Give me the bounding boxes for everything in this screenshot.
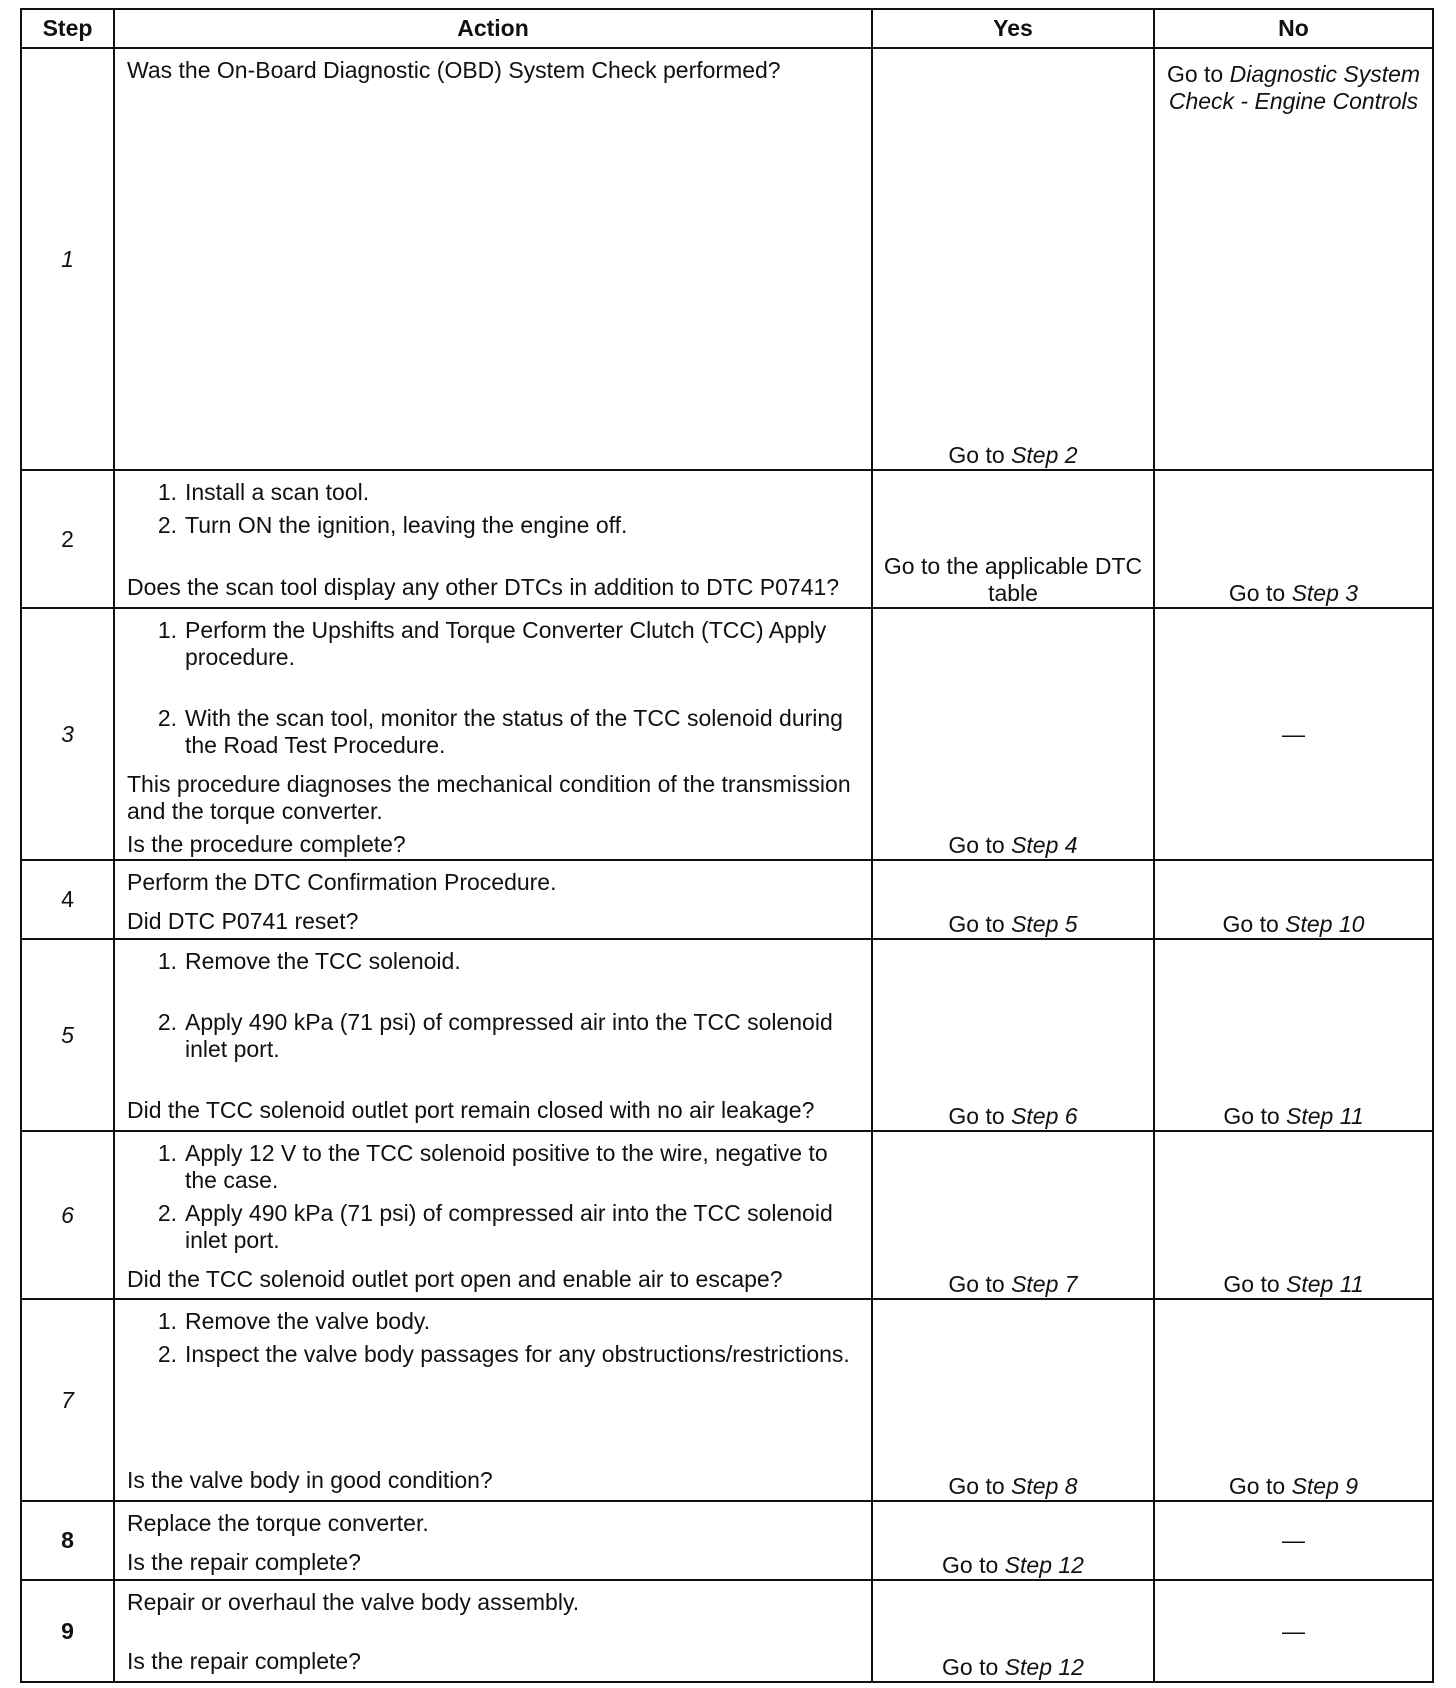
list-item: 2. Apply 490 kPa (71 psi) of compressed air into the TCC solenoid inlet port. [157,1200,833,1253]
no-cell: — [1154,1501,1433,1580]
action-text: Repair or overhaul the valve body assembly. [127,1589,580,1615]
step-number: 7 [21,1299,114,1501]
table-row [21,1580,1433,1682]
yes-cell: Go to Step 5 [872,860,1154,939]
list-item: 1. Apply 12 V to the TCC solenoid positive to the wire, negative to the case. [157,1140,828,1193]
list-item: 2. Apply 490 kPa (71 psi) of compressed air into the TCC solenoid inlet port. [157,1009,833,1062]
list-item: 2. Turn ON the ignition, leaving the engine off. [157,512,628,538]
action-question: Was the On-Board Diagnostic (OBD) System Check performed? [127,57,781,83]
list-item: 1. Remove the TCC solenoid. [157,948,461,974]
table-row [21,939,1433,1131]
step-number: 2 [21,470,114,608]
yes-step-link[interactable]: Step 12 [1004,1654,1084,1680]
list-item: 1. Perform the Upshifts and Torque Converter Clutch (TCC) Apply procedure. [157,617,827,670]
step-number: 6 [21,1131,114,1299]
no-step-link[interactable]: Step 11 [1286,1103,1364,1129]
table-row [21,470,1433,608]
yes-cell: Go to Step 6 [872,939,1154,1131]
no-cell: Go to Step 9 [1154,1299,1433,1501]
step-number: 3 [21,608,114,860]
no-step-link[interactable]: Step 11 [1286,1271,1364,1297]
no-cell: Go to Step 11 [1154,939,1433,1131]
no-step-link[interactable]: Diagnostic System Check - Engine Controls [1168,61,1421,114]
yes-cell: Go to Step 12 [872,1501,1154,1580]
header-step: Step [21,9,114,48]
yes-step-link[interactable]: Step 2 [1011,442,1078,468]
action-text: Perform the DTC Confirmation Procedure. [127,869,557,895]
diagnostic-table [20,8,1434,1683]
action-question: Did DTC P0741 reset? [127,908,359,934]
yes-step-link[interactable]: Step 5 [1011,911,1078,937]
action-note: This procedure diagnoses the mechanical condition of the transmission and the torque converter. [127,771,851,824]
action-question: Is the valve body in good condition? [127,1467,493,1493]
no-cell: Go to Step 3 [1154,470,1433,608]
yes-step-link[interactable]: Step 7 [1011,1271,1078,1297]
header-action: Action [114,9,872,48]
action-cell [114,860,872,939]
no-cell: Go to Step 11 [1154,1131,1433,1299]
action-cell [114,470,872,608]
step-number: 8 [21,1501,114,1580]
yes-step-link[interactable]: Step 12 [1004,1552,1084,1578]
table-row [21,1501,1433,1580]
yes-cell: Go to Step 12 [872,1580,1154,1682]
yes-cell: Go to Step 7 [872,1131,1154,1299]
list-item: 2. With the scan tool, monitor the status of the TCC solenoid during the Road Test Procedure. [157,705,843,758]
header-no: No [1154,9,1433,48]
yes-cell: Go to Step 8 [872,1299,1154,1501]
action-cell [114,48,872,470]
yes-step-link[interactable]: Step 4 [1011,832,1078,858]
no-step-link[interactable]: Step 3 [1291,580,1359,606]
action-text: Replace the torque converter. [127,1510,429,1536]
action-cell [114,1299,872,1501]
list-item: 1. Remove the valve body. [157,1308,431,1334]
step-number: 1 [21,48,114,470]
step-number: 5 [21,939,114,1131]
list-item: 2. Inspect the valve body passages for any obstructions/restrictions. [157,1341,850,1367]
table-row [21,48,1433,470]
table-row [21,860,1433,939]
list-item: 1. Install a scan tool. [157,479,370,505]
yes-step-link[interactable]: Step 6 [1011,1103,1078,1129]
no-step-link[interactable]: Step 10 [1285,911,1365,937]
yes-cell [872,48,1154,470]
header-row [21,9,1433,48]
yes-cell: Go to the applicable DTC table [872,470,1154,608]
action-question: Is the procedure complete? [127,831,406,857]
action-cell [114,1501,872,1580]
table-row [21,1131,1433,1299]
step-number: 9 [21,1580,114,1682]
no-text: Go to [1166,61,1230,87]
action-cell [114,1580,872,1682]
yes-cell: Go to Step 4 [872,608,1154,860]
action-question: Does the scan tool display any other DTCs in addition to DTC P0741? [127,574,840,600]
no-cell: Go to Step 10 [1154,860,1433,939]
no-cell: — [1154,1580,1433,1682]
action-question: Did the TCC solenoid outlet port remain closed with no air leakage? [127,1097,815,1123]
yes-text: Go to [948,442,1012,468]
yes-step-link[interactable]: Step 8 [1011,1473,1078,1499]
action-question: Did the TCC solenoid outlet port open and enable air to escape? [127,1266,783,1292]
no-step-link[interactable]: Step 9 [1291,1473,1359,1499]
action-question: Is the repair complete? [127,1648,361,1674]
action-cell [114,608,872,860]
header-yes: Yes [872,9,1154,48]
action-cell [114,1131,872,1299]
table-row [21,1299,1433,1501]
no-cell [1154,48,1433,470]
action-question: Is the repair complete? [127,1549,361,1575]
no-cell: — [1154,608,1433,860]
table-row [21,608,1433,860]
action-cell [114,939,872,1131]
step-number: 4 [21,860,114,939]
